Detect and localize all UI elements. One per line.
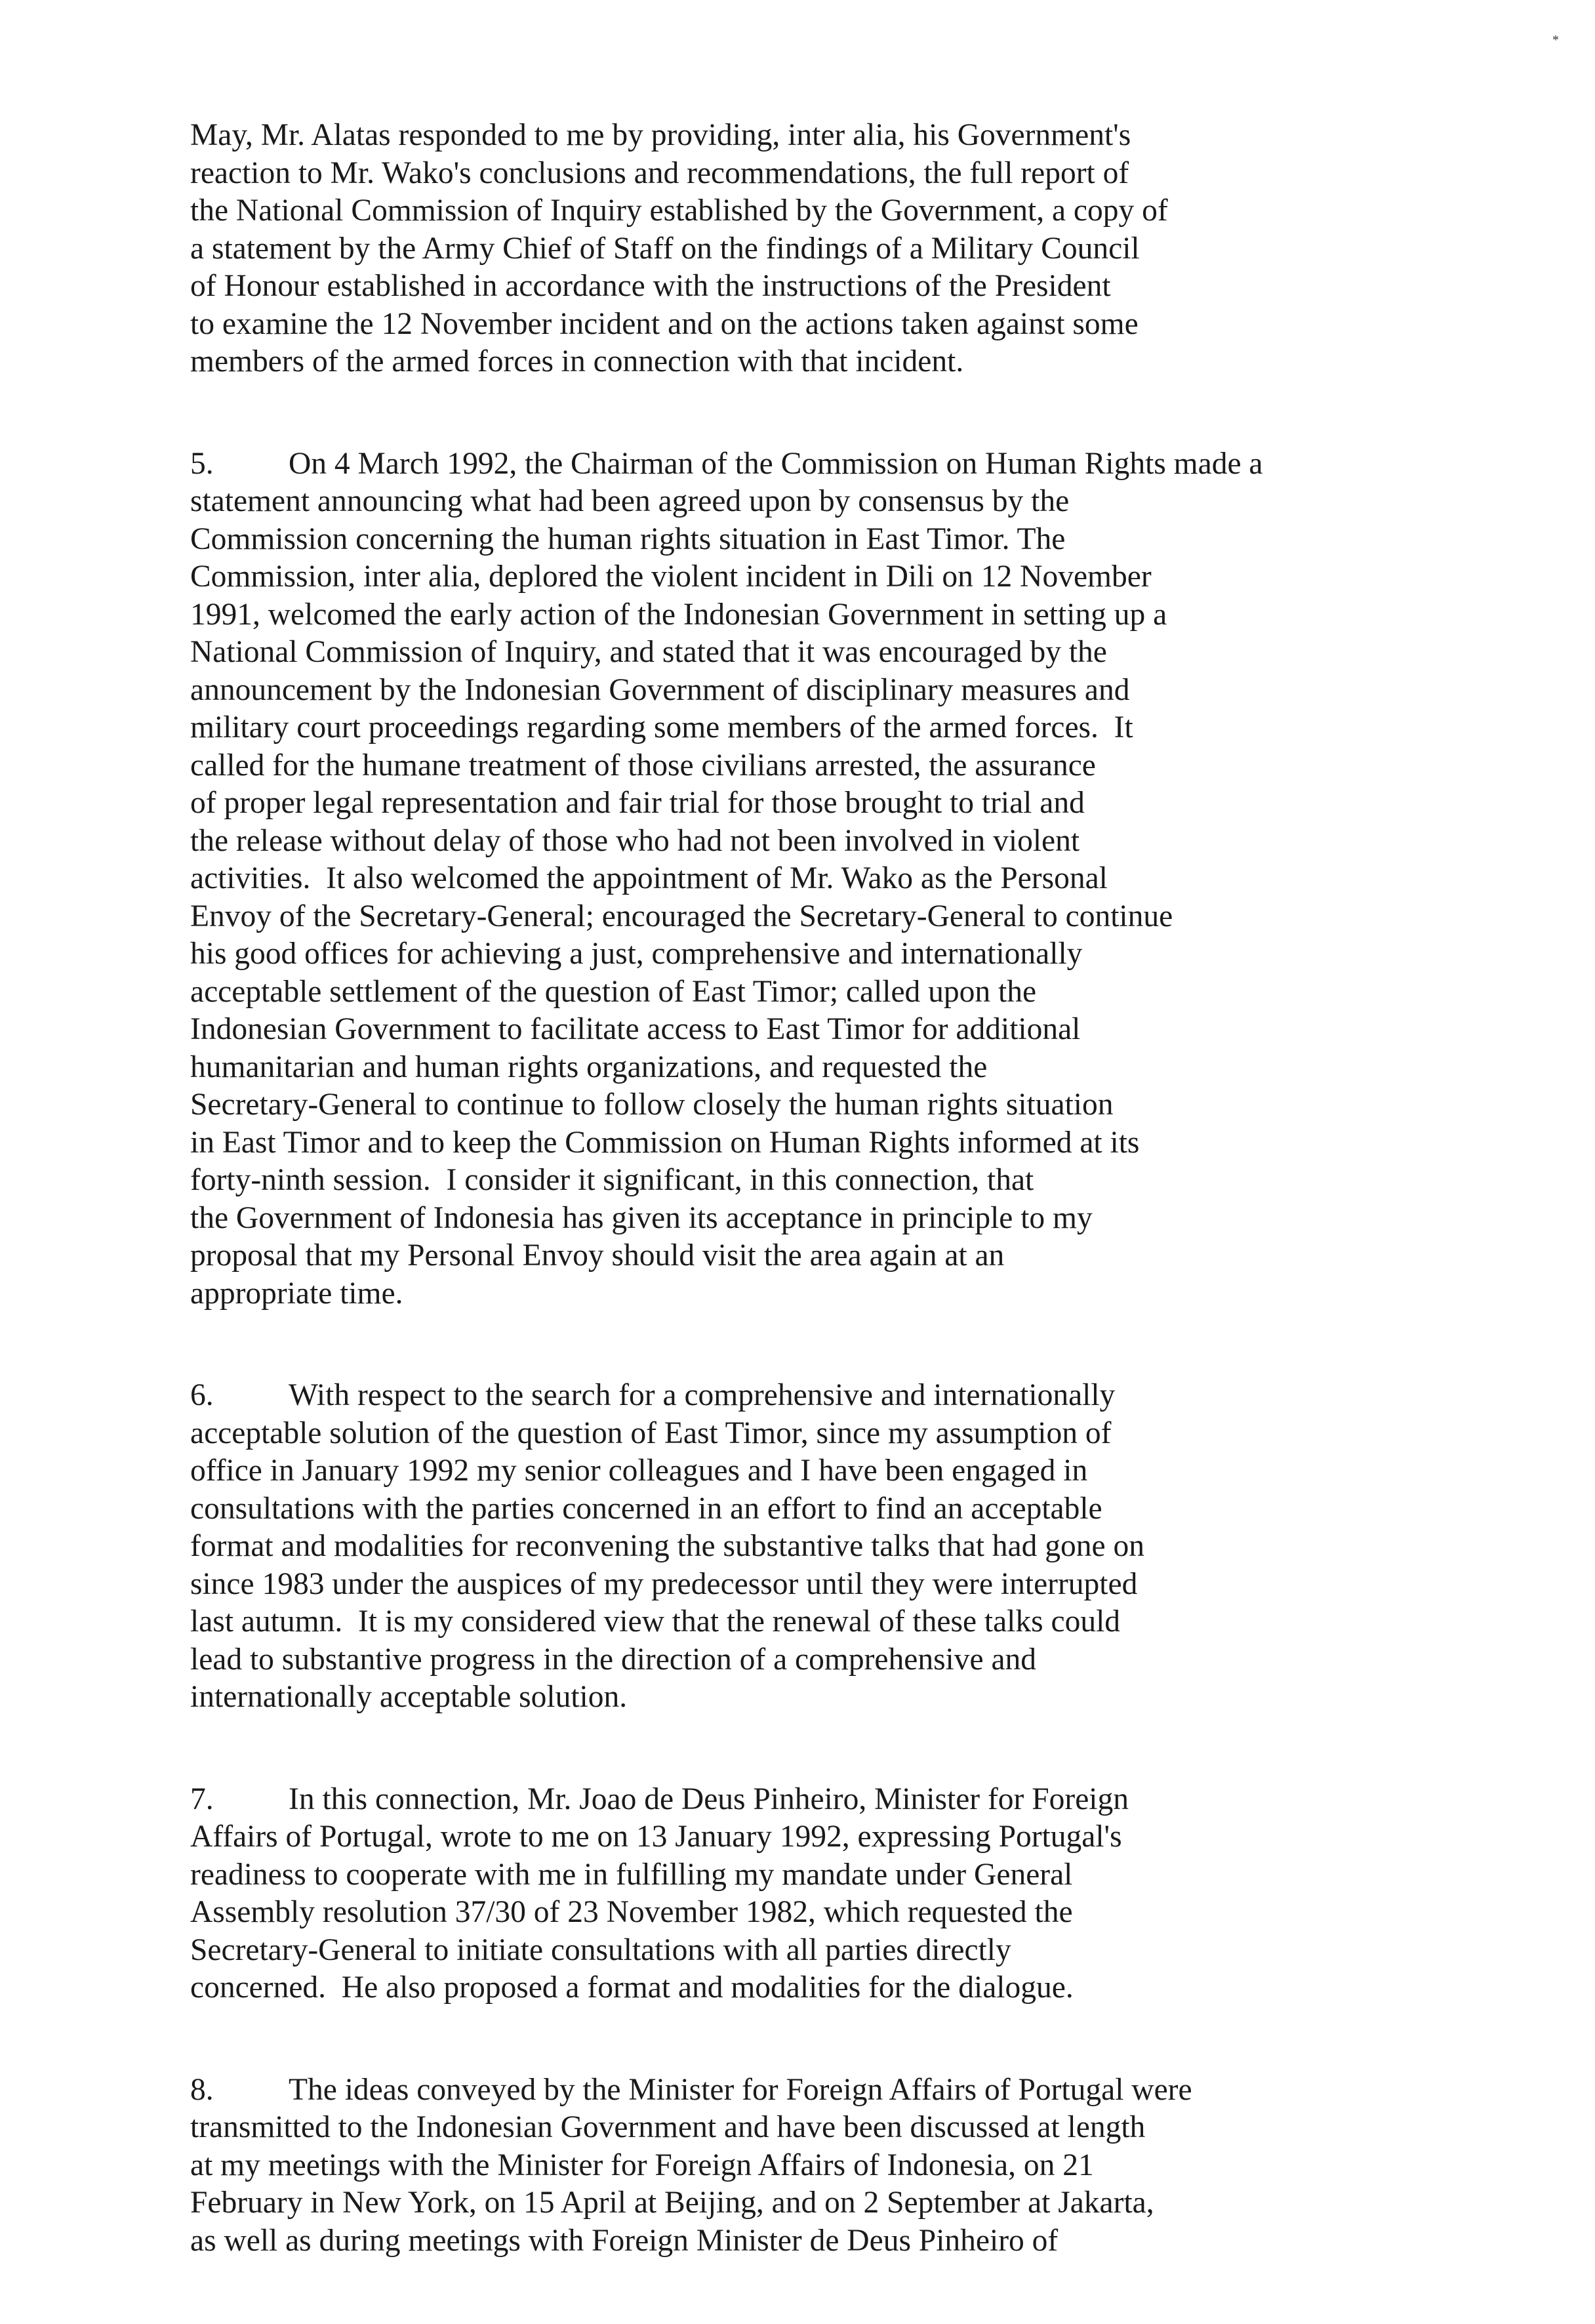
text-line: a statement by the Army Chief of Staff on the findings of a Military Council xyxy=(190,231,1140,266)
paragraph-continued xyxy=(190,117,1567,381)
text-line: members of the armed forces in connection with that incident. xyxy=(190,344,964,378)
paragraph-8 xyxy=(190,2071,1567,2260)
text-line: activities. It also welcomed the appointment of Mr. Wako as the Personal xyxy=(190,861,1108,895)
paragraph-number: 7. xyxy=(190,1782,214,1816)
paragraph-6 xyxy=(190,1377,1567,1717)
document-body xyxy=(190,117,1567,2324)
paragraph-number: 6. xyxy=(190,1378,214,1412)
text-line: consultations with the parties concerned in an effort to find an acceptable xyxy=(190,1491,1102,1526)
text-line: statement announcing what had been agreed upon by consensus by the xyxy=(190,484,1070,518)
text-line-content: With respect to the search for a comprehensive and internationally xyxy=(289,1378,1116,1412)
text-line: concerned. He also proposed a format and modalities for the dialogue. xyxy=(190,1970,1074,2005)
text-line: to examine the 12 November incident and on the actions taken against some xyxy=(190,306,1139,341)
text-line: Secretary-General to initiate consultations with all parties directly xyxy=(190,1932,1011,1967)
text-line: 1991, welcomed the early action of the Indonesian Government in setting up a xyxy=(190,597,1167,632)
text-line: office in January 1992 my senior colleagues and I have been engaged in xyxy=(190,1454,1088,1488)
text-line: his good offices for achieving a just, comprehensive and internationally xyxy=(190,937,1083,971)
text-line: the release without delay of those who had not been involved in violent xyxy=(190,823,1080,858)
paragraph-number: 5. xyxy=(190,446,214,481)
text-line: the Government of Indonesia has given its acceptance in principle to my xyxy=(190,1200,1093,1235)
text-line: Affairs of Portugal, wrote to me on 13 January 1992, expressing Portugal's xyxy=(190,1820,1122,1854)
text-line: Envoy of the Secretary-General; encouraged the Secretary-General to continue xyxy=(190,899,1173,933)
text-line: transmitted to the Indonesian Government and have been discussed at length xyxy=(190,2110,1146,2144)
text-line: called for the humane treatment of those civilians arrested, the assurance xyxy=(190,748,1096,783)
text-line xyxy=(190,2071,1567,2110)
text-line xyxy=(190,1781,1567,1819)
text-line: acceptable settlement of the question of East Timor; called upon the xyxy=(190,974,1037,1009)
text-line: Commission, inter alia, deplored the violent incident in Dili on 12 November xyxy=(190,560,1152,594)
text-line: in East Timor and to keep the Commission on Human Rights informed at its xyxy=(190,1125,1140,1160)
paragraph-number: 8. xyxy=(190,2072,214,2107)
paragraph-5 xyxy=(190,445,1567,1313)
text-line: last autumn. It is my considered view that the renewal of these talks could xyxy=(190,1604,1121,1639)
paragraph-7 xyxy=(190,1781,1567,2007)
text-line xyxy=(190,1377,1567,1415)
text-line: of Honour established in accordance with the instructions of the President xyxy=(190,269,1111,303)
text-line: military court proceedings regarding some members of the armed forces. It xyxy=(190,710,1133,744)
corner-mark: * xyxy=(1552,33,1559,47)
text-line: since 1983 under the auspices of my predecessor until they were interrupted xyxy=(190,1566,1138,1601)
text-line: announcement by the Indonesian Government of disciplinary measures and xyxy=(190,672,1130,707)
text-line: humanitarian and human rights organizations, and requested the xyxy=(190,1050,988,1084)
text-line: appropriate time. xyxy=(190,1276,403,1311)
text-line: at my meetings with the Minister for Foreign Affairs of Indonesia, on 21 xyxy=(190,2148,1094,2182)
text-line-content: In this connection, Mr. Joao de Deus Pinheiro, Minister for Foreign xyxy=(289,1782,1129,1816)
text-line: proposal that my Personal Envoy should visit the area again at an xyxy=(190,1238,1005,1273)
text-line: May, Mr. Alatas responded to me by providing, inter alia, his Government's xyxy=(190,118,1131,152)
text-line: as well as during meetings with Foreign Minister de Deus Pinheiro of xyxy=(190,2223,1059,2258)
text-line: of proper legal representation and fair trial for those brought to trial and xyxy=(190,786,1085,820)
text-line: internationally acceptable solution. xyxy=(190,1680,628,1714)
text-line: February in New York, on 15 April at Beijing, and on 2 September at Jakarta, xyxy=(190,2186,1154,2220)
text-line: reaction to Mr. Wako's conclusions and recommendations, the full report of xyxy=(190,155,1129,190)
text-line: Secretary-General to continue to follow closely the human rights situation xyxy=(190,1088,1114,1122)
text-line xyxy=(190,445,1567,483)
text-line: lead to substantive progress in the direction of a comprehensive and xyxy=(190,1642,1037,1677)
text-line: Assembly resolution 37/30 of 23 November 1982, which requested the xyxy=(190,1895,1073,1929)
text-line: forty-ninth session. I consider it significant, in this connection, that xyxy=(190,1163,1034,1197)
text-line: format and modalities for reconvening the substantive talks that had gone on xyxy=(190,1529,1144,1563)
text-line: acceptable solution of the question of East Timor, since my assumption of xyxy=(190,1416,1112,1450)
text-line-content: On 4 March 1992, the Chairman of the Commission on Human Rights made a xyxy=(289,446,1263,481)
text-line: Commission concerning the human rights situation in East Timor. The xyxy=(190,521,1066,556)
text-line: National Commission of Inquiry, and stated that it was encouraged by the xyxy=(190,635,1107,669)
text-line: readiness to cooperate with me in fulfilling my mandate under General xyxy=(190,1857,1073,1892)
text-line: the National Commission of Inquiry established by the Government, a copy of xyxy=(190,194,1168,228)
text-line-content: The ideas conveyed by the Minister for Foreign Affairs of Portugal were xyxy=(289,2072,1192,2107)
text-line: Indonesian Government to facilitate access to East Timor for additional xyxy=(190,1012,1081,1046)
